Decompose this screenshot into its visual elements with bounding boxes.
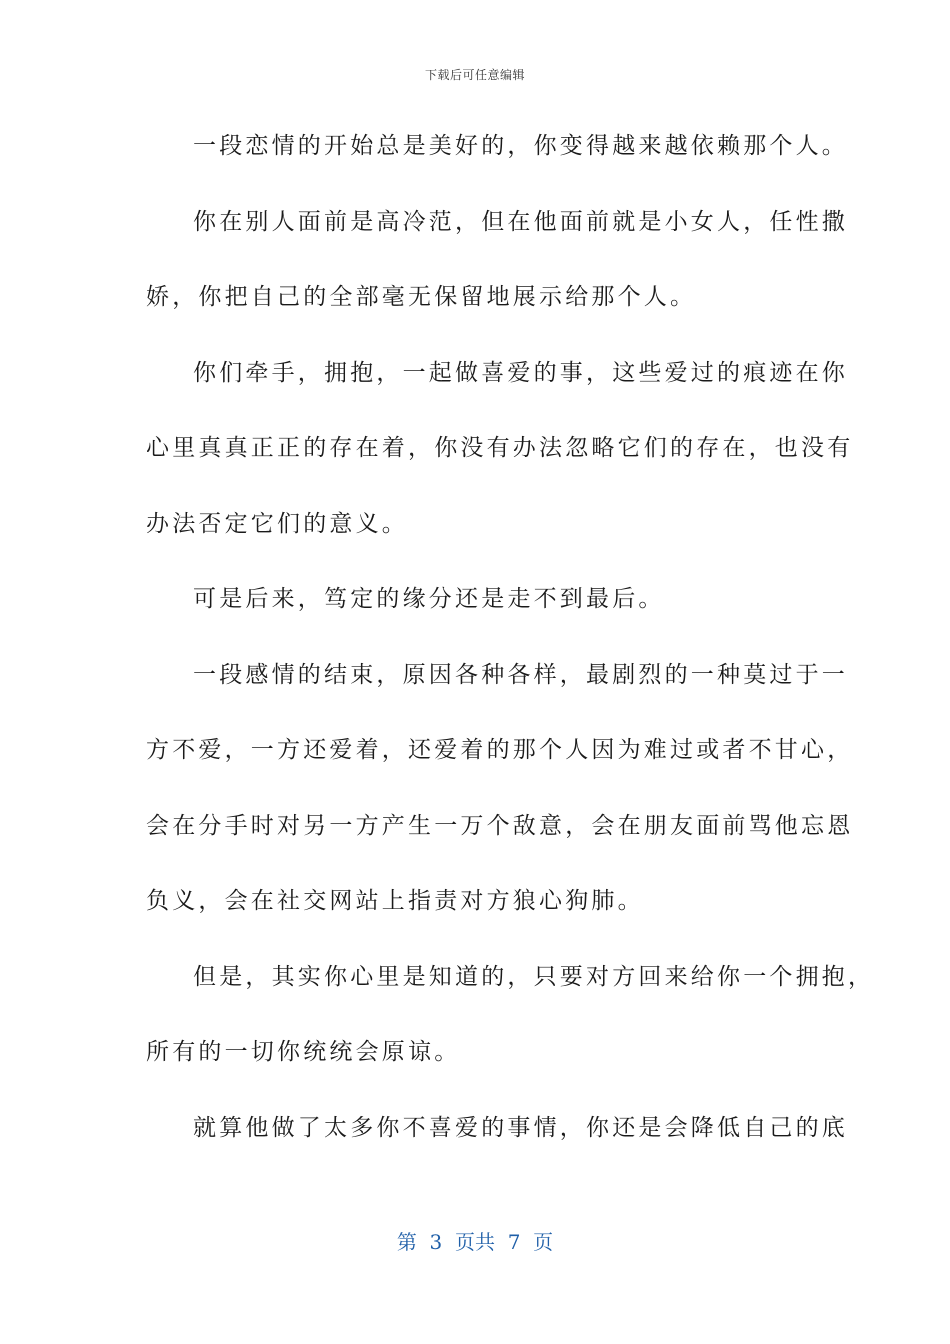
paragraph-line: 但是，其实你心里是知道的，只要对方回来给你一个拥抱， xyxy=(193,963,875,990)
paragraph-line: 你们牵手，拥抱，一起做喜爱的事，这些爱过的痕迹在你 xyxy=(193,359,848,386)
page-number-footer: 第 3 页共 7 页 xyxy=(396,1230,554,1254)
paragraph-line: 可是后来，笃定的缘分还是走不到最后。 xyxy=(193,586,665,612)
paragraph-line: 你在别人面前是高冷范，但在他面前就是小女人，任性撒 xyxy=(193,208,848,235)
paragraph-line: 会在分手时对另一方产生一万个敌意，会在朋友面前骂他忘恩 xyxy=(146,812,854,839)
paragraph-line: 心里真真正正的存在着，你没有办法忽略它们的存在，也没有 xyxy=(146,435,854,461)
paragraph-line: 就算他做了太多你不喜爱的事情，你还是会降低自己的底 xyxy=(193,1114,848,1141)
paragraph-line: 所有的一切你统统会原谅。 xyxy=(146,1039,461,1065)
paragraph-line: 方不爱，一方还爱着，还爱着的那个人因为难过或者不甘心， xyxy=(146,737,854,763)
paragraph-line: 一段感情的结束，原因各种各样，最剧烈的一种莫过于一 xyxy=(193,661,848,688)
page-header-note: 下载后可任意编辑 xyxy=(424,68,525,82)
paragraph-line: 负义，会在社交网站上指责对方狼心狗肺。 xyxy=(146,888,644,914)
document-body xyxy=(146,128,875,1185)
paragraph-line: 办法否定它们的意义。 xyxy=(146,510,408,537)
paragraph-line: 娇，你把自己的全部毫无保留地展示给那个人。 xyxy=(146,284,697,310)
paragraph-line: 一段恋情的开始总是美好的，你变得越来越依赖那个人。 xyxy=(193,133,848,159)
